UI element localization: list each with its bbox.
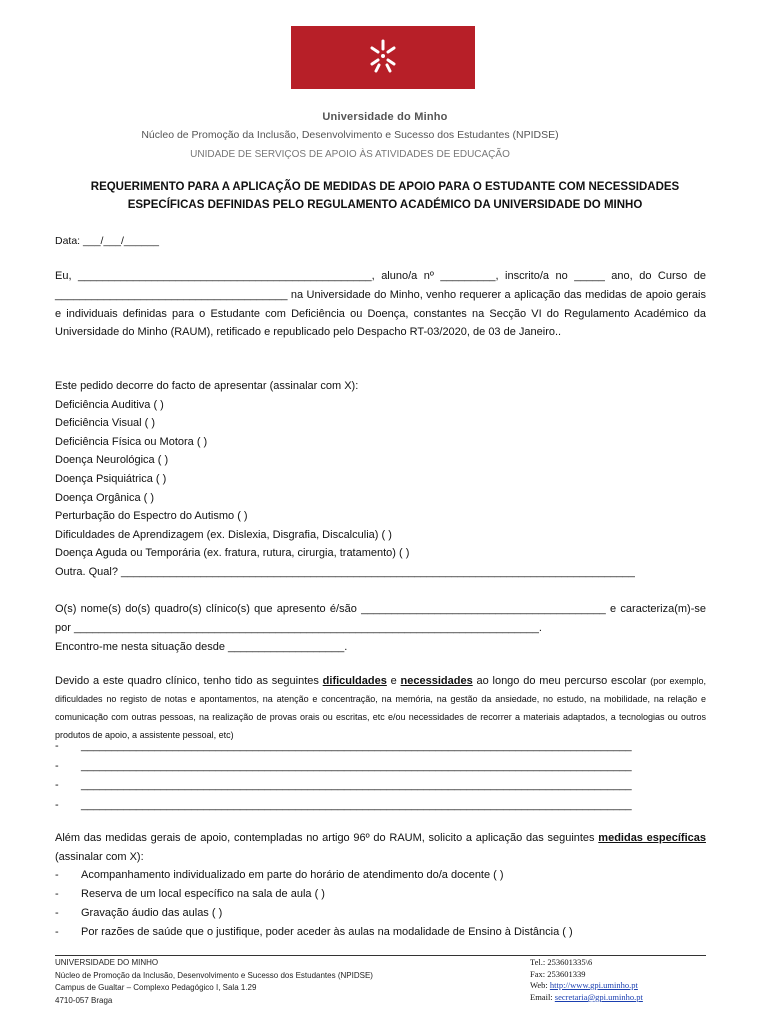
condition-item: Doença Orgânica ( ) [55,491,155,504]
dash-bullet: - [55,779,59,792]
dash-bullet: - [55,888,59,900]
date-field: Data: ___/___/______ [55,235,159,247]
measure-text: Reserva de um local específico na sala de aula ( ) [81,888,325,900]
measure-text: Acompanhamento individualizado em parte do horário de atendimento do/a docente ( ) [81,869,504,881]
footer-line: Campus de Gualtar – Complexo Pedagógico I, Sala 1.29 [55,983,257,993]
measure-item [55,866,706,885]
measure-item [55,923,706,942]
measures-paragraph [55,829,706,867]
unit-name: Núcleo de Promoção da Inclusão, Desenvolvimento e Sucesso dos Estudantes (NPIDSE) [141,129,559,141]
measures-list [55,866,706,942]
footer-divider [55,955,706,956]
email-link[interactable]: secretaria@gpi.uminho.pt [554,991,643,1002]
difficulties-text: e [386,675,401,687]
conditions-intro: Este pedido decorre do facto de apresentar (assinalar com X): [55,380,359,392]
email-label: Email: [530,991,555,1002]
footer-tel: Tel.: 253601335\6 [530,957,593,967]
dash-bullet: - [55,759,59,772]
condition-item: Dificuldades de Aprendizagem (ex. Dislexia, Disgrafia, Discalculia) ( ) [55,528,392,541]
dash-bullet: - [55,869,59,881]
footer-fax: Fax: 253601339 [530,968,586,979]
web-label: Web: [530,980,550,991]
condition-other: Outra. Qual? ____________________________________________________________________________________ [55,565,635,578]
footer-line: UNIVERSIDADE DO MINHO [55,958,159,967]
measure-item [55,904,706,923]
blank-lines-list [55,737,706,815]
difficulties-paragraph [55,672,706,744]
footer-contacts [530,957,643,1003]
difficulties-text: Devido a este quadro clínico, tenho tido as seguintes [55,675,323,687]
measures-text: Além das medidas gerais de apoio, contempladas no artigo 96º do RAUM, solicito a aplicação das seguintes [55,832,599,844]
dash-bullet: - [55,926,59,938]
title-line-2: ESPECÍFICAS DEFINIDAS PELO REGULAMENTO ACADÉMICO DA UNIVERSIDADE DO MINHO [127,199,643,211]
condition-item: Doença Aguda ou Temporária (ex. fratura, rutura, cirurgia, tratamento) ( ) [55,547,410,560]
difficulties-text: ao longo do meu percurso escolar [472,675,651,687]
dash-bullet: - [55,798,59,811]
difficulties-examples: (por exemplo, dificuldades no registo de notas e apontamentos, na atenção e concentração, na memória, na gestão da ansiedade, no estudo, na mobilidade, na relação e comunicação com outras pessoas, na realização de provas orais ou escritas, etc e/ou necessidades de recorrer a materiais adaptados, a tecnologias ou outros produtos de apoio, a assistente pessoal, etc) [55,676,706,740]
condition-item: Perturbação do Espectro do Autismo ( ) [55,510,248,523]
measure-text: Por razões de saúde que o justifique, poder aceder às aulas na modalidade de Ensino à Distância ( ) [81,926,573,938]
footer-email [530,992,643,1004]
blank-line-text: __________________________________________________________________________________________ [81,798,632,811]
clinical-text: O(s) nome(s) do(s) quadro(s) clínico(s) que apresento é/são ________________________________________ e caracteriza(m)-se por ____________________________________________________________________________. [55,603,706,634]
condition-item: Doença Neurológica ( ) [55,454,169,467]
footer-web [530,980,643,992]
web-link[interactable]: http://www.gpi.uminho.pt [549,980,638,991]
university-name: Universidade do Minho [322,111,448,123]
blank-line [55,757,706,777]
blank-line [55,776,706,796]
dash-bullet: - [55,740,59,752]
service-name: UNIDADE DE SERVIÇOS DE APOIO ÀS ATIVIDADES DE EDUCAÇÃO [190,149,510,160]
clinical-description [55,600,706,656]
condition-item: Deficiência Auditiva ( ) [55,398,164,411]
needs-keyword: necessidades [400,675,473,687]
blank-line-text: __________________________________________________________________________________________ [81,759,632,772]
condition-item: Deficiência Visual ( ) [55,417,156,430]
footer-line: Núcleo de Promoção da Inclusão, Desenvolvimento e Sucesso dos Estudantes (NPIDSE) [55,970,373,980]
university-logo [291,26,475,89]
difficulties-keyword: dificuldades [322,675,387,687]
dash-bullet: - [55,907,59,919]
blank-line-text: __________________________________________________________________________________________ [81,779,632,792]
footer-address [55,957,373,1007]
logo-emblem-icon [368,39,398,73]
title-line-1: REQUERIMENTO PARA A APLICAÇÃO DE MEDIDAS DE APOIO PARA O ESTUDANTE COM NECESSIDADES [90,181,680,193]
student-declaration: Eu, ________________________________________________, aluno/a nº _________, inscrito/a no _____ ano, do Curso de ______________________________________ na Universidade do Minho, venho requerer a aplicação das medidas de apoio gerais e individuais definidas para o Estudante com Deficiência ou Doença, constantes na Secção VI do Regulamento Académico da Universidade do Minho (RAUM), retificado e republicado pelo Despacho RT-03/2020, de 03 de Janeiro.. [55,270,706,339]
specific-measures-keyword: medidas específicas [598,832,706,844]
condition-item: Doença Psiquiátrica ( ) [55,472,167,485]
measure-item [55,885,706,904]
blank-line [55,737,706,757]
conditions-list [55,377,635,582]
measures-text: (assinalar com X): [55,850,144,863]
document-title [40,178,730,214]
blank-line [55,796,706,816]
footer-line: 4710-057 Braga [55,995,113,1005]
clinical-since: Encontro-me nesta situação desde ___________________. [55,640,348,653]
condition-item: Deficiência Física ou Motora ( ) [55,435,208,448]
measure-text: Gravação áudio das aulas ( ) [81,907,223,919]
blank-line-text: __________________________________________________________________________________________ [81,740,632,752]
